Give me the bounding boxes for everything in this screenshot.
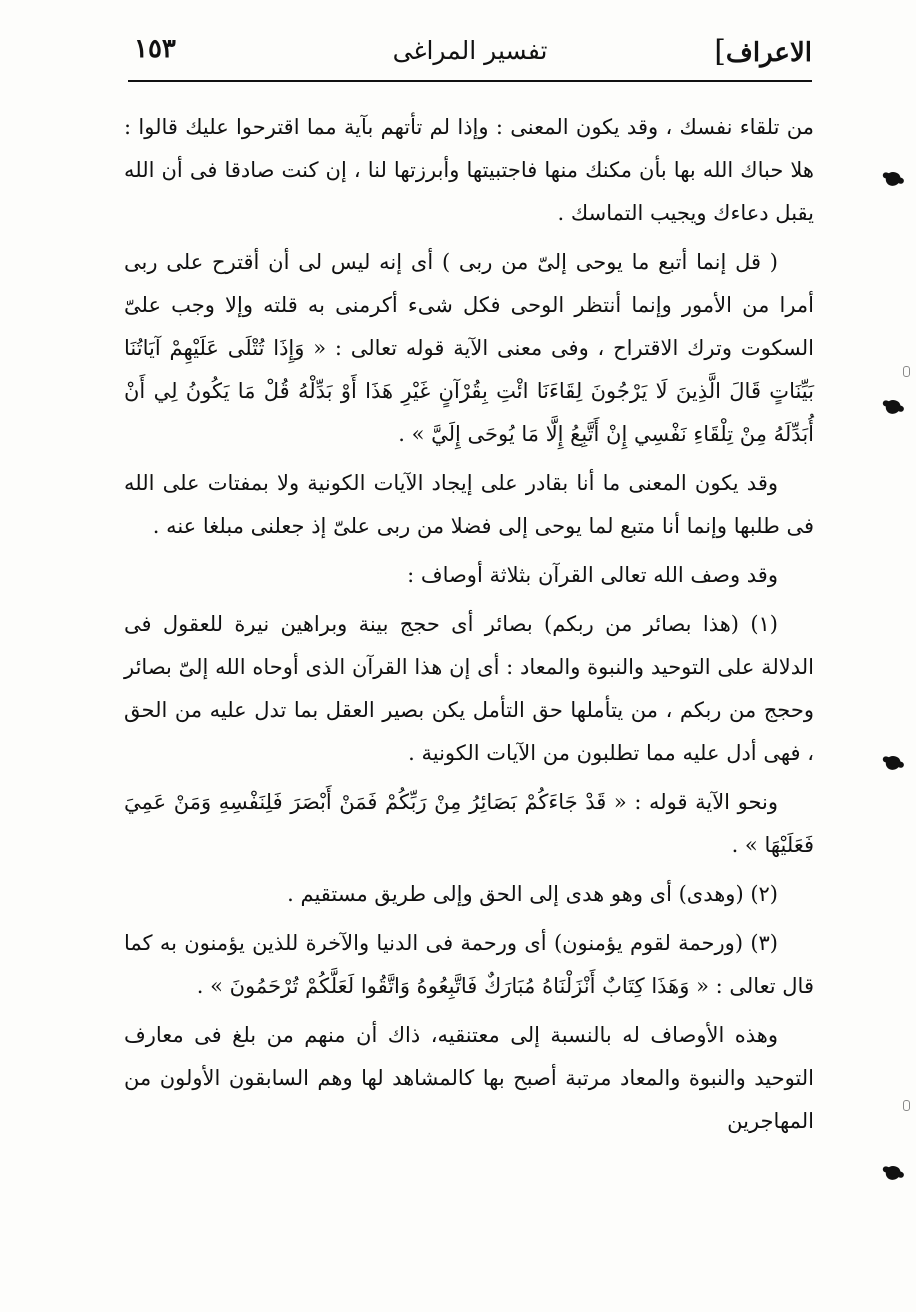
margin-ink-mark bbox=[884, 398, 902, 416]
paragraph-2: ( قل إنما أتبع ما يوحى إلىّ من ربى ) أى إنه ليس لى أن أقترح على ربى أمرا من الأمور وإنما أنتظر الوحى فكل شىء أكرمنى به قلته وإلا وجب علىّ السكوت وترك الاقتراح ، وفى معنى الآية قوله تعالى : « وَإِذَا تُتْلَى عَلَيْهِمْ آيَاتُنَا بَيِّنَاتٍ قَالَ الَّذِينَ لَا يَرْجُونَ لِقَاءَنَا ائْتِ بِقُرْآنٍ غَيْرِ هَذَا أَوْ بَدِّلْهُ قُلْ مَا يَكُونُ لِي أَنْ أُبَدِّلَهُ مِنْ تِلْقَاءِ نَفْسِي إِنْ أَتَّبِعُ إِلَّا مَا يُوحَى إِلَيَّ » . bbox=[124, 250, 814, 446]
paragraph-7: (٢) (وهدى) أى وهو هدى إلى الحق وإلى طريق مستقيم . bbox=[287, 882, 778, 906]
surah-name-text: الاعراف bbox=[725, 38, 812, 68]
margin-ink-mark bbox=[884, 1164, 902, 1182]
paragraph-4: وقد وصف الله تعالى القرآن بثلاثة أوصاف : bbox=[407, 563, 778, 587]
margin-ink-mark bbox=[884, 170, 902, 188]
paragraph-1: من تلقاء نفسك ، وقد يكون المعنى : وإذا لم تأتهم بآية مما اقترحوا عليك قالوا : هلا حباك الله بها بأن مكنك منها فاجتبيتها وأبرزتها لنا ، إن كنت صادقا فى أن الله يقبل دعاءك ويجيب التماسك . bbox=[124, 115, 814, 225]
body-text bbox=[124, 106, 814, 1149]
margin-ink-dot bbox=[903, 1100, 910, 1111]
paragraph-5: (١) (هذا بصائر من ربكم) بصائر أى حجج بينة وبراهين نيرة للعقول فى الدلالة على التوحيد والنبوة والمعاد : أى إن هذا القرآن الذى أوحاه الله إلىّ بصائر وحجج من ربكم ، من يتأملها حق التأمل يكن بصير العقل بما تدل عليه من الحق ، فهى أدل عليه مما تطلبون من الآيات الكونية . bbox=[124, 612, 814, 765]
paragraph-3: وقد يكون المعنى ما أنا بقادر على إيجاد الآيات الكونية ولا بمفتات على الله فى طلبها وإنما أنا متبع لما يوحى إلى فضلا من ربى علىّ إذ جعلنى مبلغا عنه . bbox=[124, 471, 814, 538]
paragraph-9: وهذه الأوصاف له بالنسبة إلى معتنقيه، ذاك أن منهم من بلغ فى معارف التوحيد والنبوة والمعاد مرتبة أصبح بها كالمشاهد لها وهم السابقون الأولون من المهاجرين bbox=[124, 1023, 814, 1133]
page-number: ١٥٣ bbox=[134, 34, 176, 64]
book-title: تفسير المراغى bbox=[392, 36, 548, 65]
paragraph-6: ونحو الآية قوله : « قَدْ جَاءَكُمْ بَصَائِرُ مِنْ رَبِّكُمْ فَمَنْ أَبْصَرَ فَلِنَفْسِهِ وَمَنْ عَمِيَ فَعَلَيْهَا » . bbox=[124, 790, 814, 857]
margin-ink-dot bbox=[903, 366, 910, 377]
header-bracket: ] bbox=[714, 34, 726, 69]
paragraph-8: (٣) (ورحمة لقوم يؤمنون) أى ورحمة فى الدنيا والآخرة للذين يؤمنون به كما قال تعالى : « وَهَذَا كِتَابٌ أَنْزَلْنَاهُ مُبَارَكٌ فَاتَّبِعُوهُ وَاتَّقُوا لَعَلَّكُمْ تُرْحَمُونَ » . bbox=[124, 931, 814, 998]
page-header bbox=[128, 28, 812, 78]
margin-ink-mark bbox=[884, 754, 902, 772]
header-rule bbox=[128, 80, 812, 82]
